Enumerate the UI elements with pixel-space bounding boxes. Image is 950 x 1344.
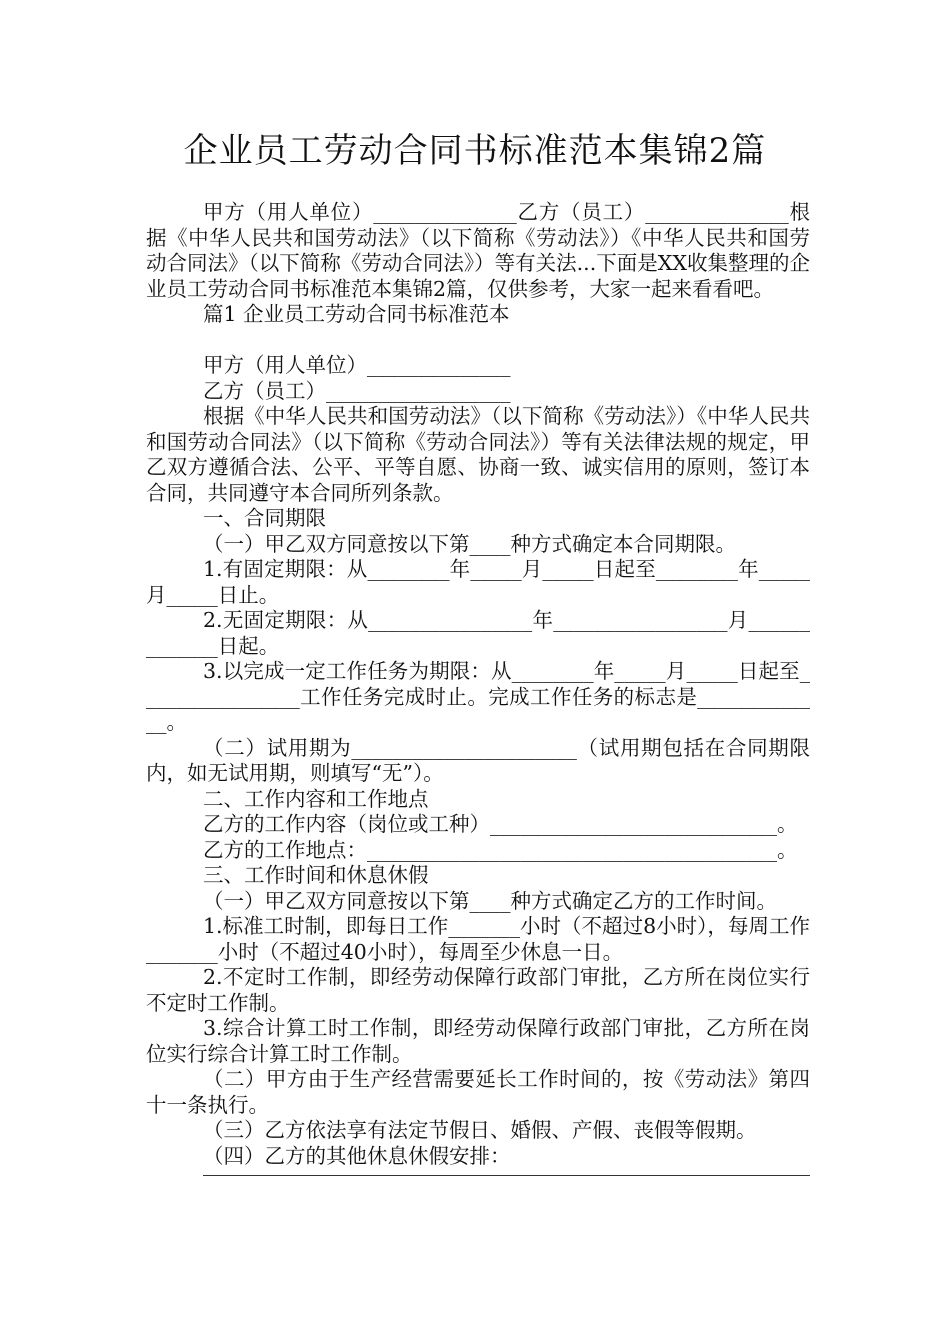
document-body [146, 200, 810, 1176]
paragraph-holidays: （三）乙方依法享有法定节假日、婚假、产假、丧假等假期。 [203, 1118, 757, 1142]
paragraph-heading-term: 一、合同期限 [203, 506, 326, 530]
paragraph-party-b: 乙方（员工）__________________ [203, 378, 511, 403]
document-title: 企业员工劳动合同书标准范本集锦2篇 [183, 131, 767, 171]
paragraph-overtime: （二）甲方由于生产经营需要延长工作时间的，按《劳动法》第四十一条执行。 [146, 1067, 810, 1117]
paragraph-term-method: （一）甲乙双方同意按以下第____种方式确定本合同期限。 [203, 531, 736, 556]
paragraph-heading-hours: 三、工作时间和休息休假 [203, 863, 429, 887]
paragraph-party-a: 甲方（用人单位）______________ [203, 353, 511, 377]
paragraph-blank [146, 328, 810, 354]
paragraph-task-term: 3.以完成一定工作任务为期限：从________年_____月_____日起至________________工作任务完成时止。完成工作任务的标志是_____________。 [146, 659, 810, 734]
paragraph-standard-hours: 1.标准工时制，即每日工作_______小时（不超过8小时），每周工作_______小时（不超过40小时），每周至少休息一日。 [146, 914, 810, 964]
paragraph-heading-work: 二、工作内容和工作地点 [203, 786, 429, 811]
paragraph-open-term: 2.无固定期限：从________________年_________________月_____________日起。 [146, 608, 810, 658]
paragraph-intro: 甲方（用人单位）______________乙方（员工）______________根据《中华人民共和国劳动法》（以下简称《劳动法》）《中华人民共和国劳动合同法》（以下简称《劳动合同法》）等有关法...下面是XX收集整理的企业员工劳动合同书标准范本集锦2篇，仅供参考，大家一起来看看吧。 [146, 200, 810, 301]
paragraph-hours-method: （一）甲乙双方同意按以下第____种方式确定乙方的工作时间。 [203, 888, 777, 913]
paragraph-other-leave: （四）乙方的其他休息休假安排： [203, 1143, 511, 1168]
paragraph-work-content: 乙方的工作内容（岗位或工种）____________________________。 [203, 812, 798, 836]
paragraph-comprehensive-hours: 3.综合计算工时工作制，即经劳动保障行政部门审批，乙方所在岗位实行综合计算工时工作制。 [146, 1016, 810, 1066]
paragraph-fixed-term: 1.有固定期限：从________年_____月_____日起至________年_____月_____日止。 [146, 557, 810, 607]
paragraph-preamble: 根据《中华人民共和国劳动法》（以下简称《劳动法》）《中华人民共和国劳动合同法》（以下简称《劳动合同法》）等有关法律法规的规定，甲乙双方遵循合法、公平、平等自愿、协商一致、诚实信用的原则，签订本合同，共同遵守本合同所列条款。 [146, 404, 810, 505]
paragraph-section-heading: 篇1 企业员工劳动合同书标准范本 [203, 302, 510, 326]
fill-in-line [203, 1175, 810, 1176]
paragraph-work-location: 乙方的工作地点：________________________________________。 [203, 837, 798, 862]
paragraph-probation: （二）试用期为______________________（试用期包括在合同期限内，如无试用期，则填写“无”）。 [146, 735, 810, 785]
paragraph-flexible-hours: 2.不定时工作制，即经劳动保障行政部门审批，乙方所在岗位实行不定时工作制。 [146, 965, 810, 1015]
